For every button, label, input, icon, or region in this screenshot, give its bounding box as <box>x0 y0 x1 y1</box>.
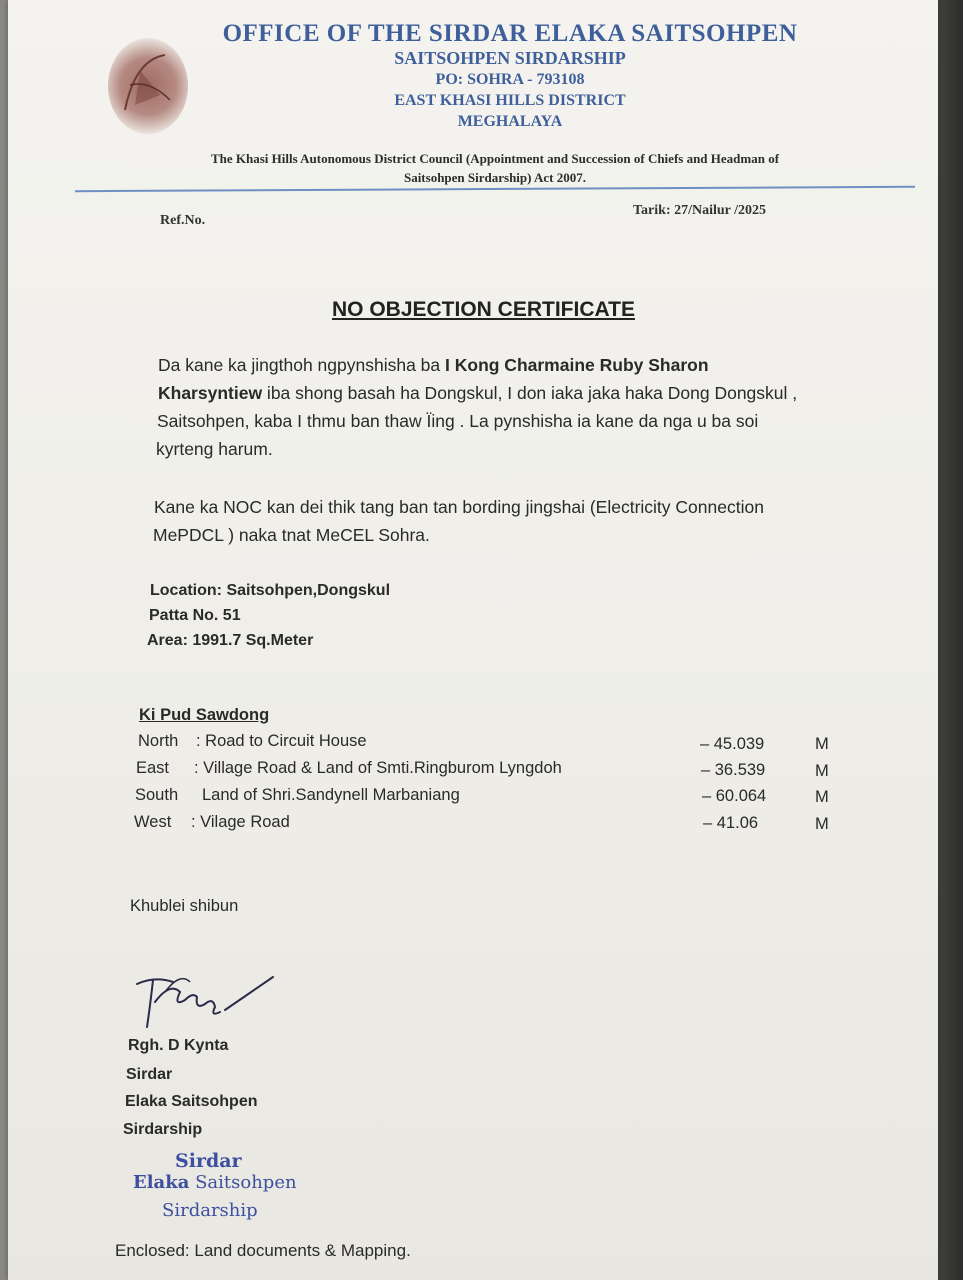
district: EAST KHASI HILLS DISTRICT <box>394 92 626 109</box>
signatory-name: Rgh. D Kynta <box>128 1037 229 1054</box>
location: Location: Saitsohpen,Dongskul <box>150 582 391 599</box>
applicant-name: I Kong Charmaine Ruby Sharon <box>445 355 709 375</box>
act-line-2: Saitsohpen Sirdarship) Act 2007. <box>403 170 587 185</box>
boundary-east-desc: : Village Road & Land of Smti.Ringburom Lyngdoh <box>194 759 562 777</box>
stamp-sirdar: Sirdar <box>175 1150 242 1172</box>
para1-line4: kyrteng harum. <box>156 439 273 459</box>
state: MEGHALAYA <box>457 113 563 130</box>
boundary-south-length: – 60.064 <box>702 787 767 805</box>
para1-text: iba shong basah ha Dongskul, I don iaka jaka haka Dong Dongskul , <box>262 383 798 403</box>
boundary-east-length: – 36.539 <box>701 761 766 779</box>
para2-line1: Kane ka NOC kan dei thik tang ban tan bording jingshai (Electricity Connection <box>154 497 764 517</box>
boundary-west-unit: M <box>815 815 829 833</box>
para1-line2 <box>158 383 797 404</box>
signatory-elaka: Elaka Saitsohpen <box>125 1093 258 1110</box>
boundary-north-desc: : Road to Circuit House <box>196 732 367 750</box>
boundary-south-unit: M <box>815 788 829 806</box>
boundary-north-dir: North <box>138 732 179 750</box>
applicant-surname: Kharsyntiew <box>158 383 263 403</box>
stamp-saitsohpen: Saitsohpen <box>189 1172 297 1193</box>
boundary-west-length: – 41.06 <box>703 814 759 832</box>
boundaries-heading: Ki Pud Sawdong <box>139 706 270 724</box>
para2-line2: MePDCL ) naka tnat MeCEL Sohra. <box>153 525 430 545</box>
boundary-north-unit: M <box>815 735 829 753</box>
stamp-elaka <box>133 1172 297 1193</box>
post-office: PO: SOHRA - 793108 <box>435 71 585 88</box>
enclosures: Enclosed: Land documents & Mapping. <box>115 1241 411 1260</box>
boundary-east-dir: East <box>136 759 170 777</box>
sirdarship-title: SAITSOHPEN SIRDARSHIP <box>394 48 626 68</box>
office-title: OFFICE OF THE SIRDAR ELAKA SAITSOHPEN <box>222 20 798 47</box>
boundary-south-dir: South <box>135 786 179 804</box>
para1-text: Da kane ka jingthoh ngpynshisha ba <box>158 355 446 375</box>
patta-number: Patta No. 51 <box>149 607 241 624</box>
reference-number: Ref.No. <box>160 213 206 228</box>
para1-line3: Saitsohpen, kaba I thmu ban thaw Ïing . La pynshisha ia kane da nga u ba soi <box>157 411 759 431</box>
closing: Khublei shibun <box>130 897 239 915</box>
area: Area: 1991.7 Sq.Meter <box>147 632 314 649</box>
boundary-west-dir: West <box>134 813 172 831</box>
certificate-title: NO OBJECTION CERTIFICATE <box>332 298 635 321</box>
boundary-west-desc: : Vilage Road <box>191 813 290 831</box>
stamp-sirdarship: Sirdarship <box>162 1200 258 1221</box>
boundary-east-unit: M <box>815 762 829 780</box>
signatory-sirdarship: Sirdarship <box>123 1121 203 1138</box>
signatory-title: Sirdar <box>126 1066 173 1083</box>
date: Tarik: 27/Nailur /2025 <box>633 203 767 218</box>
seal-emblem <box>110 40 190 135</box>
stamp-elaka-word: Elaka <box>133 1172 190 1193</box>
act-line-1: The Khasi Hills Autonomous District Council (Appointment and Succession of Chiefs and Headman of <box>210 151 780 166</box>
para1-line1 <box>158 355 709 376</box>
boundary-south-desc: Land of Shri.Sandynell Marbaniang <box>202 786 460 804</box>
boundary-north-length: – 45.039 <box>700 735 765 753</box>
signature <box>125 962 285 1037</box>
